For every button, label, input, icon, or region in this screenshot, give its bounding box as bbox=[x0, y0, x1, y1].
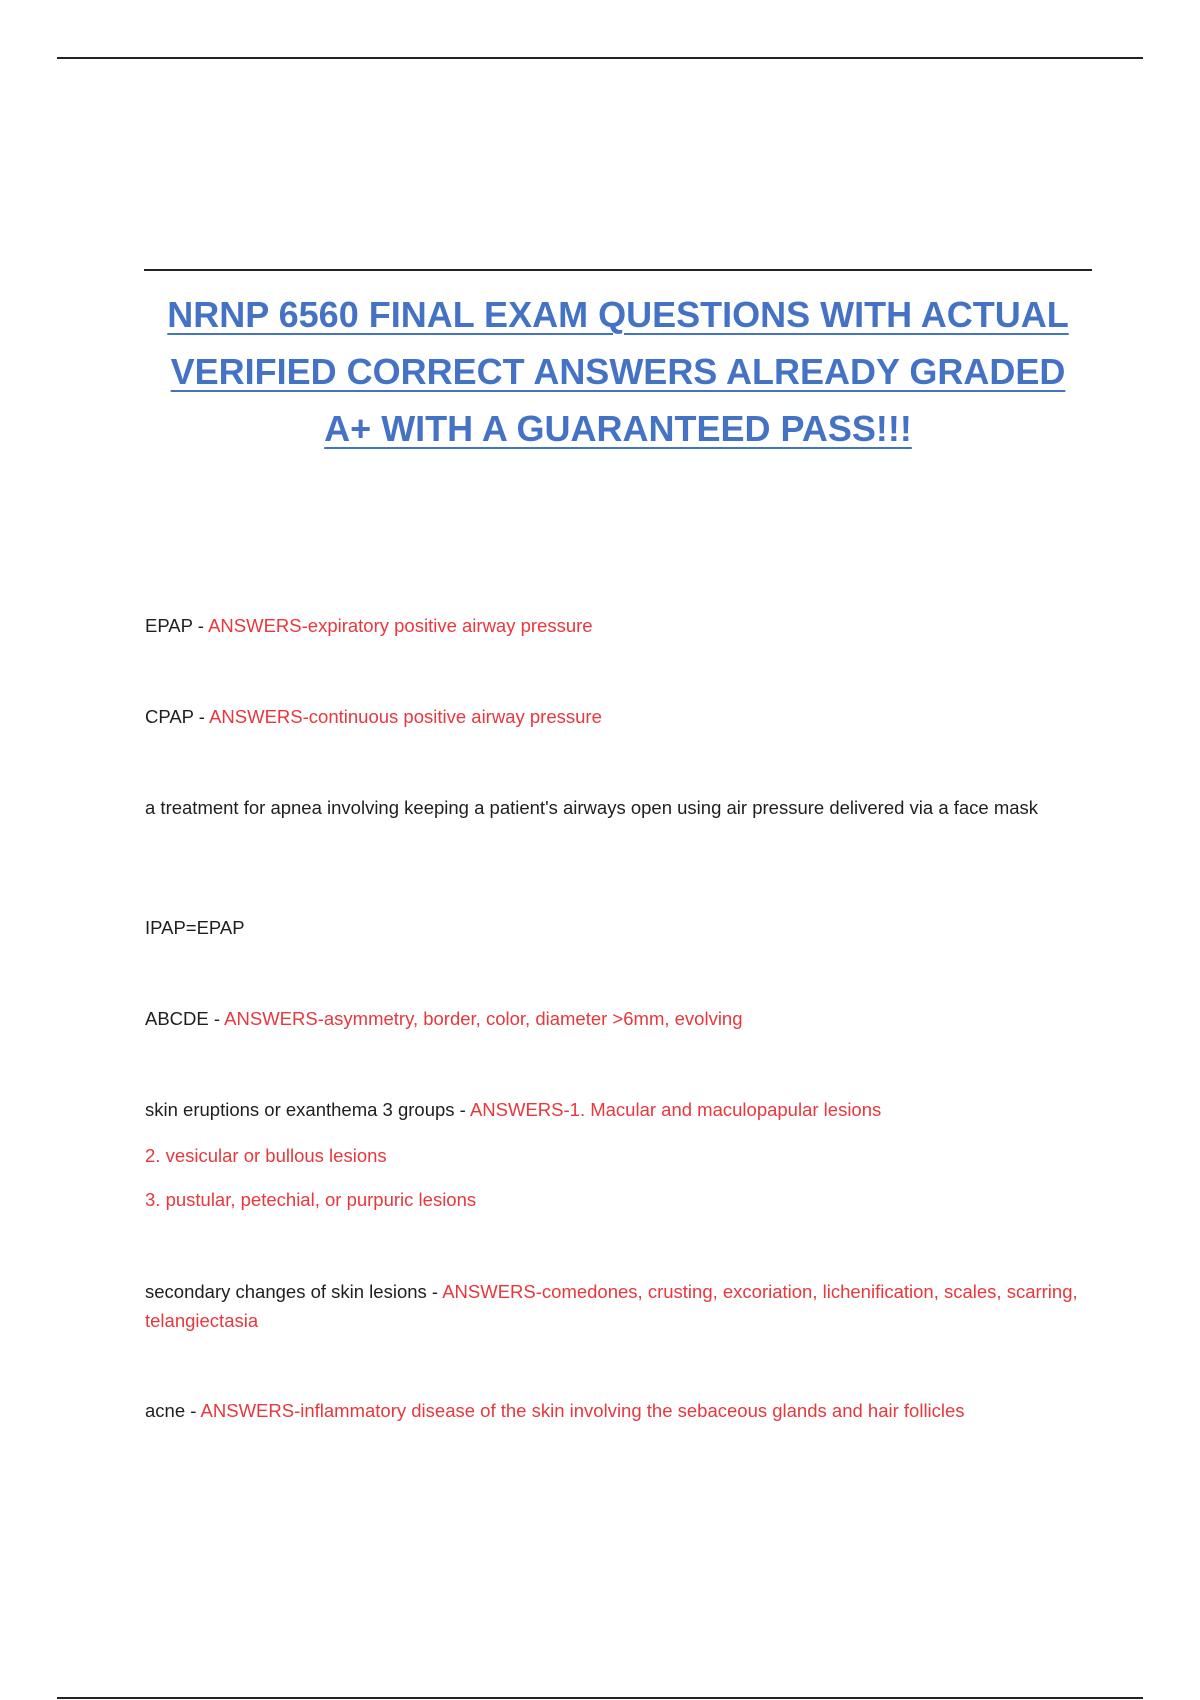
qa-entry-acne bbox=[145, 1396, 1085, 1425]
question-term: acne - bbox=[145, 1400, 201, 1421]
page-bottom-rule bbox=[57, 1697, 1143, 1699]
qa-entry-ipap bbox=[145, 913, 1085, 942]
answer-continuation-2: 3. pustular, petechial, or purpuric lesions bbox=[145, 1189, 477, 1210]
answer-text: ANSWERS-comedones, crusting, excoriation, lichenification, scales, scarring, telangiectasia bbox=[145, 1281, 1078, 1331]
title-line-2: VERIFIED CORRECT ANSWERS ALREADY GRADED bbox=[170, 351, 1066, 392]
question-term: secondary changes of skin lesions - bbox=[145, 1281, 443, 1302]
definition-text: a treatment for apnea involving keeping a patient's airways open using air pressure delivered via a face mask bbox=[145, 797, 1039, 818]
qa-entry-cpap bbox=[145, 702, 1085, 731]
answer-text: ANSWERS-continuous positive airway pressure bbox=[209, 706, 602, 727]
question-term: ABCDE - bbox=[145, 1008, 225, 1029]
document-title bbox=[144, 286, 1092, 457]
answer-text: ANSWERS-inflammatory disease of the skin involving the sebaceous glands and hair follicles bbox=[200, 1400, 965, 1421]
question-term: CPAP - bbox=[145, 706, 210, 727]
statement-text: IPAP=EPAP bbox=[145, 917, 245, 938]
answer-text: ANSWERS-asymmetry, border, color, diameter >6mm, evolving bbox=[224, 1008, 743, 1029]
title-line-1: NRNP 6560 FINAL EXAM QUESTIONS WITH ACTUAL bbox=[167, 294, 1069, 335]
qa-entry-skin-eruptions bbox=[145, 1095, 1085, 1222]
qa-entry-abcde bbox=[145, 1004, 1085, 1033]
qa-entry-secondary-changes bbox=[145, 1277, 1085, 1335]
page-top-rule bbox=[57, 57, 1143, 59]
title-line-3: A+ WITH A GUARANTEED PASS!!! bbox=[324, 408, 912, 449]
qa-entry-epap bbox=[145, 611, 1085, 640]
answer-text: ANSWERS-expiratory positive airway pressure bbox=[208, 615, 593, 636]
answer-continuation-1: 2. vesicular or bullous lesions bbox=[145, 1145, 387, 1166]
answer-text: ANSWERS-1. Macular and maculopapular lesions bbox=[469, 1099, 882, 1120]
qa-entry-cpap-definition bbox=[145, 793, 1085, 822]
question-term: EPAP - bbox=[145, 615, 209, 636]
title-top-rule bbox=[144, 269, 1092, 271]
question-term: skin eruptions or exanthema 3 groups - bbox=[145, 1099, 470, 1120]
